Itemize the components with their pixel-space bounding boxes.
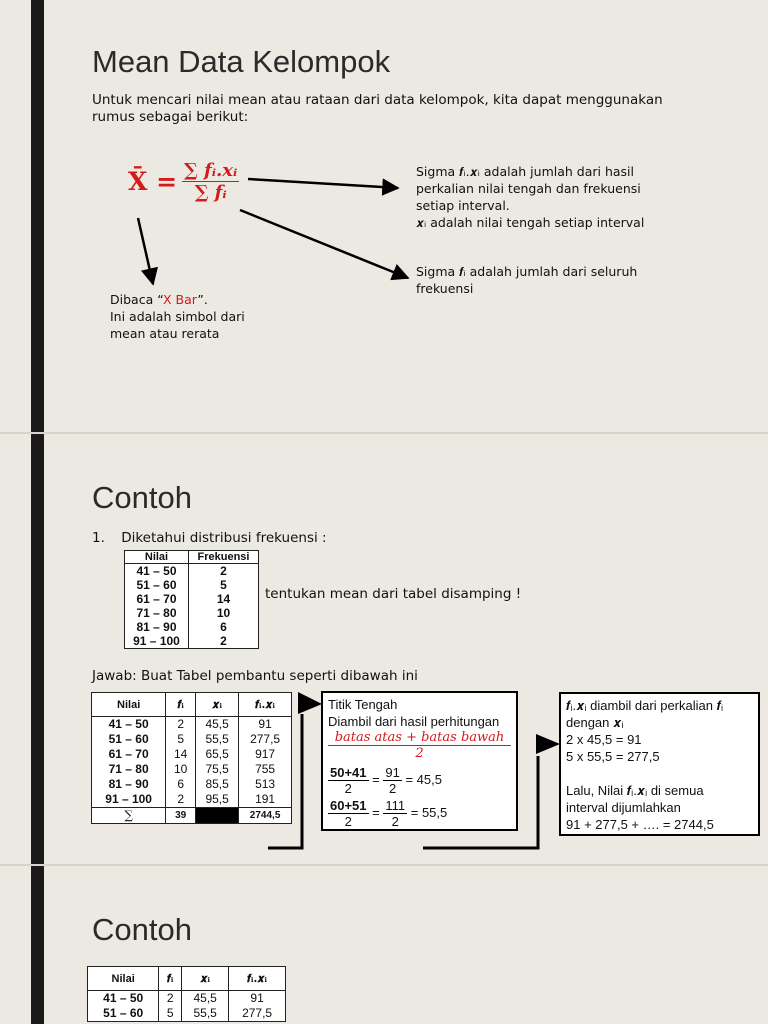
table-cell: 2 xyxy=(188,634,258,649)
midpoint-example-2 xyxy=(328,798,511,829)
table-cell: 513 xyxy=(239,777,292,792)
box-line: Diambil dari hasil perhitungan xyxy=(328,714,500,729)
note-line xyxy=(110,291,310,308)
table-cell: 45,5 xyxy=(182,991,229,1007)
slide-title: Mean Data Kelompok xyxy=(92,44,391,79)
box-line: 91 + 277,5 + …. = 2744,5 xyxy=(566,817,714,832)
task-text: tentukan mean dari tabel disamping ! xyxy=(265,586,522,602)
table-row xyxy=(88,991,286,1007)
note-xbar xyxy=(110,291,310,342)
midpoint-formula xyxy=(328,730,511,761)
table-cell: 71 – 80 xyxy=(92,762,166,777)
formula-denominator: ∑ fᵢ xyxy=(194,182,227,203)
list-number: 1. xyxy=(92,530,105,546)
table-cell: 277,5 xyxy=(229,1006,286,1022)
table-cell: 6 xyxy=(166,777,196,792)
result: = 55,5 xyxy=(410,804,448,820)
arrow-to-sigma-fx xyxy=(248,179,398,188)
fraction-num: 111 xyxy=(385,798,406,813)
formula-numerator: ∑ fᵢ.xᵢ xyxy=(184,160,238,181)
fraction-den: 2 xyxy=(344,814,352,829)
equals: = xyxy=(372,804,380,820)
table-cell: 91 – 100 xyxy=(125,634,189,649)
table-cell: 71 – 80 xyxy=(125,606,189,620)
column-header: 𝒇ᵢ.𝒙ᵢ xyxy=(239,693,292,717)
formula-lhs: X̄ = xyxy=(128,167,178,196)
note-sigma-f xyxy=(416,263,716,297)
midpoint-explanation-box xyxy=(321,691,518,831)
fraction-den: 2 xyxy=(344,781,352,796)
slide-accent-bar xyxy=(31,866,44,1024)
table-row xyxy=(88,1006,286,1022)
fraction xyxy=(328,798,369,829)
midpoint-formula-numerator: batas atas + batas bawah xyxy=(328,730,511,746)
fraction xyxy=(383,798,407,829)
result: = 45,5 xyxy=(405,771,442,787)
column-header: Nilai xyxy=(125,551,189,564)
table-cell: 5 xyxy=(188,578,258,592)
equals: = xyxy=(372,771,380,787)
table-cell: 10 xyxy=(166,762,196,777)
box-line: 5 x 55,5 = 277,5 xyxy=(566,749,660,764)
midpoint-formula-denominator: 2 xyxy=(415,746,424,761)
table-cell: 85,5 xyxy=(196,777,239,792)
table-cell: 51 – 60 xyxy=(92,732,166,747)
table-cell: 75,5 xyxy=(196,762,239,777)
column-header: 𝒇ᵢ xyxy=(159,967,182,991)
slide-title: Contoh xyxy=(92,480,192,515)
arrow-to-xbar-note xyxy=(138,218,153,284)
helper-table xyxy=(87,966,286,1022)
table-cell: 41 – 50 xyxy=(125,564,189,579)
table-cell: 45,5 xyxy=(196,717,239,733)
table-cell: 95,5 xyxy=(196,792,239,808)
table-cell: 41 – 50 xyxy=(88,991,159,1007)
table-cell: 5 xyxy=(159,1006,182,1022)
table-cell: 51 – 60 xyxy=(88,1006,159,1022)
column-header: Frekuensi xyxy=(188,551,258,564)
xbar-name: X Bar xyxy=(162,292,198,307)
column-header: Nilai xyxy=(92,693,166,717)
list-text: Diketahui distribusi frekuensi : xyxy=(121,530,327,546)
table-header-row xyxy=(88,967,286,991)
fraction-num: 50+41 xyxy=(330,765,367,780)
arrowhead-midpoint-box xyxy=(298,692,322,714)
table-cell: 277,5 xyxy=(239,732,292,747)
note-text: ”. xyxy=(197,292,208,307)
note-line: frekuensi xyxy=(416,281,474,296)
total-frequency: 39 xyxy=(166,808,196,824)
note-line: Sigma 𝒇ᵢ.𝒙ᵢ adalah jumlah dari hasil xyxy=(416,164,634,179)
box-line: 2 x 45,5 = 91 xyxy=(566,732,642,747)
table-cell: 61 – 70 xyxy=(92,747,166,762)
slide-mean-formula xyxy=(0,0,768,432)
note-line: Sigma 𝒇ᵢ adalah jumlah dari seluruh xyxy=(416,264,638,279)
fraction-num: 91 xyxy=(385,765,400,780)
intro-text: Untuk mencari nilai mean atau rataan dari data kelompok, kita dapat menggunakan rumus sebagai berikut: xyxy=(92,92,663,125)
note-line: Ini adalah simbol dari xyxy=(110,309,245,324)
column-header: 𝒙ᵢ xyxy=(196,693,239,717)
arrowhead-product-box xyxy=(536,734,560,754)
note-line: perkalian nilai tengah dan frekuensi xyxy=(416,181,641,196)
table-cell: 2 xyxy=(166,792,196,808)
product-explanation-box xyxy=(559,692,760,836)
column-header: 𝒙ᵢ xyxy=(182,967,229,991)
table-cell: 10 xyxy=(188,606,258,620)
table-cell: 55,5 xyxy=(182,1006,229,1022)
table-cell: 14 xyxy=(188,592,258,606)
table-cell: 2 xyxy=(159,991,182,1007)
note-sigma-fx xyxy=(416,163,716,231)
box-line: Lalu, Nilai 𝒇ᵢ.𝒙ᵢ di semua xyxy=(566,783,704,798)
table-cell: 65,5 xyxy=(196,747,239,762)
note-line: mean atau rerata xyxy=(110,326,220,341)
fraction-num: 60+51 xyxy=(330,798,367,813)
box-line: dengan 𝒙ᵢ xyxy=(566,715,624,730)
table-cell: 51 – 60 xyxy=(125,578,189,592)
table-cell: 2 xyxy=(188,564,258,579)
slide-example-continued xyxy=(0,866,768,1024)
note-text: Dibaca “ xyxy=(110,292,163,307)
fraction xyxy=(328,765,369,796)
table-cell: 191 xyxy=(239,792,292,808)
table-cell: 6 xyxy=(188,620,258,634)
table-cell: 91 xyxy=(239,717,292,733)
connector-to-midpoint-box xyxy=(268,714,302,848)
table-cell: 55,5 xyxy=(196,732,239,747)
table-cell: 755 xyxy=(239,762,292,777)
total-fx: 2744,5 xyxy=(239,808,292,824)
box-line: interval dijumlahkan xyxy=(566,800,681,815)
sum-symbol: ∑ xyxy=(92,808,166,824)
slide-title: Contoh xyxy=(92,912,192,947)
answer-text: Jawab: Buat Tabel pembantu seperti dibawah ini xyxy=(92,668,418,684)
table-cell: 91 – 100 xyxy=(92,792,166,808)
column-header: 𝒇ᵢ.𝒙ᵢ xyxy=(229,967,286,991)
table-cell: 81 – 90 xyxy=(125,620,189,634)
arrow-to-sigma-f xyxy=(240,210,408,278)
fraction xyxy=(383,765,401,796)
column-header: 𝒇ᵢ xyxy=(166,693,196,717)
table-cell: 41 – 50 xyxy=(92,717,166,733)
box-line: 𝒇ᵢ.𝒙ᵢ diambil dari perkalian 𝒇ᵢ xyxy=(566,698,724,713)
table-cell: 61 – 70 xyxy=(125,592,189,606)
note-line: setiap interval. xyxy=(416,198,510,213)
table-cell: 14 xyxy=(166,747,196,762)
fraction-den: 2 xyxy=(388,781,397,796)
note-line: 𝒙ᵢ adalah nilai tengah setiap interval xyxy=(416,215,645,230)
box-line: Titik Tengah xyxy=(328,697,398,712)
slide-example xyxy=(0,434,768,864)
table-cell: 91 xyxy=(229,991,286,1007)
table-cell: 81 – 90 xyxy=(92,777,166,792)
table-cell: 2 xyxy=(166,717,196,733)
column-header: Nilai xyxy=(88,967,159,991)
table-cell: 5 xyxy=(166,732,196,747)
table-cell: 917 xyxy=(239,747,292,762)
midpoint-example-1 xyxy=(328,765,511,796)
fraction-den: 2 xyxy=(391,814,399,829)
